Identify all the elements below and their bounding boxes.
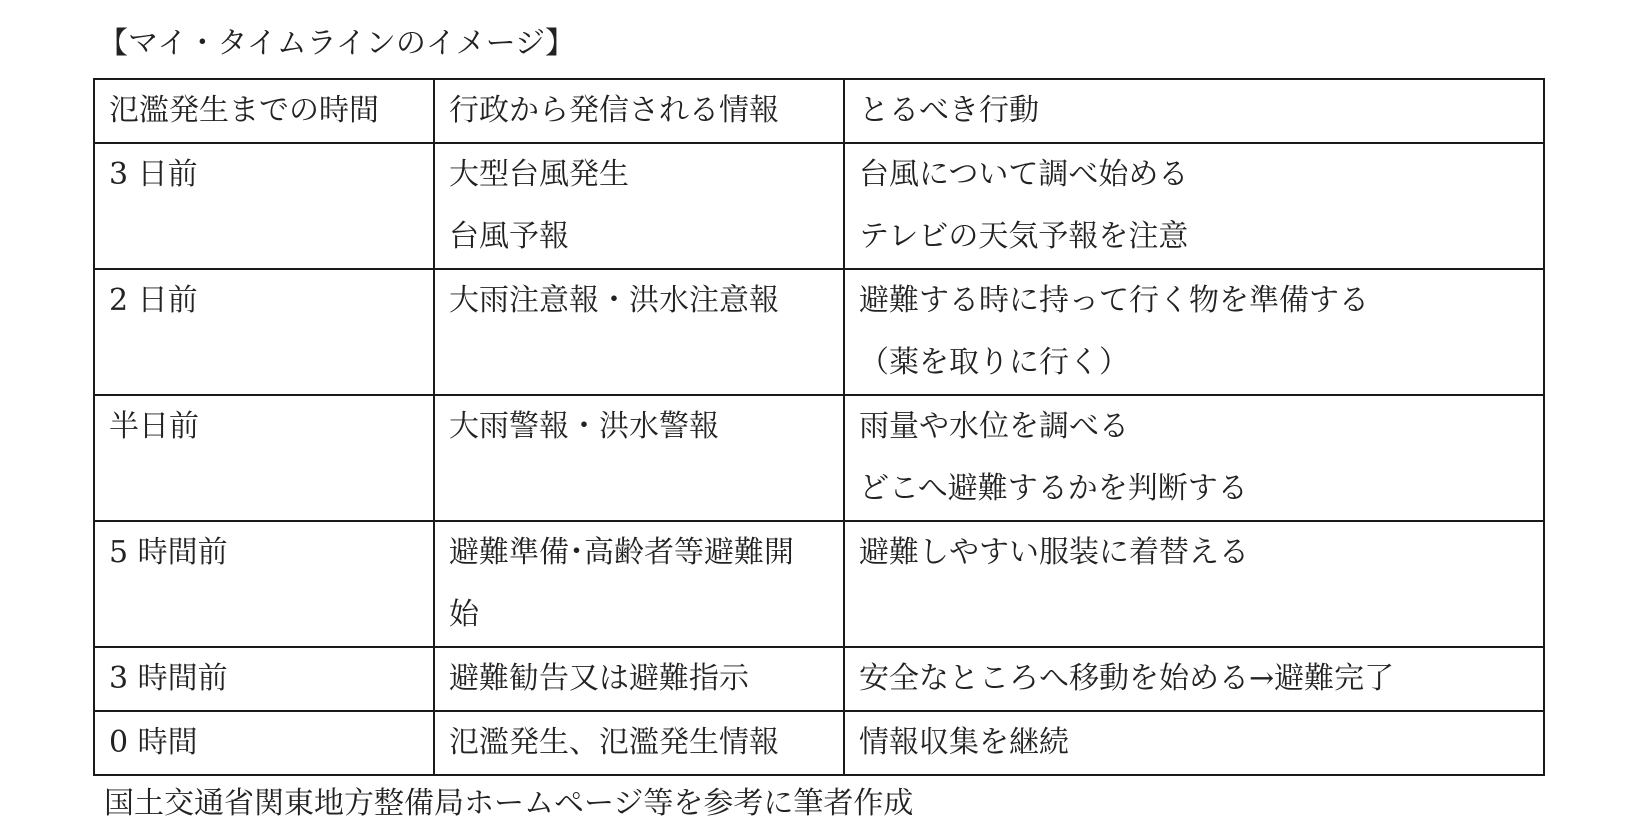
- header-action-label: とるべき行動: [859, 93, 1039, 128]
- timeline-table: [93, 78, 1545, 776]
- time-cell: [94, 647, 434, 711]
- header-cell-info: [434, 79, 844, 143]
- time-text: 0 時間: [109, 725, 198, 760]
- source-note: 国土交通省関東地方整備局ホームページ等を参考に筆者作成: [104, 786, 914, 821]
- action-cell: [844, 143, 1544, 269]
- time-cell: [94, 269, 434, 395]
- info-cell: [434, 711, 844, 775]
- info-text: 台風予報: [449, 219, 569, 254]
- table-row: [94, 395, 1544, 521]
- info-cell: [434, 143, 844, 269]
- info-text: 避難勧告又は避難指示: [449, 661, 749, 696]
- time-text: 3 時間前: [109, 661, 228, 696]
- time-cell: [94, 521, 434, 647]
- info-cell: [434, 395, 844, 521]
- action-text: 台風について調べ始める: [859, 157, 1189, 192]
- action-cell: [844, 521, 1544, 647]
- info-text: 氾濫発生、氾濫発生情報: [449, 725, 779, 760]
- header-info-label: 行政から発信される情報: [449, 93, 779, 128]
- table-row: [94, 711, 1544, 775]
- action-text: 情報収集を継続: [859, 725, 1069, 760]
- time-text: 2 日前: [109, 283, 198, 318]
- info-text: 大雨注意報・洪水注意報: [449, 283, 779, 318]
- table-row: [94, 521, 1544, 647]
- info-cell: [434, 647, 844, 711]
- table-row: [94, 647, 1544, 711]
- table-row: [94, 143, 1544, 269]
- info-text: 大型台風発生: [449, 157, 629, 192]
- time-text: 5 時間前: [109, 535, 228, 570]
- action-cell: [844, 711, 1544, 775]
- info-cell: [434, 269, 844, 395]
- info-text: 避難準備･高齢者等避難開: [449, 535, 794, 570]
- time-text: 半日前: [109, 409, 199, 444]
- time-text: 3 日前: [109, 157, 198, 192]
- action-text: テレビの天気予報を注意: [859, 219, 1189, 254]
- time-cell: [94, 395, 434, 521]
- action-cell: [844, 647, 1544, 711]
- time-cell: [94, 711, 434, 775]
- header-cell-time: [94, 79, 434, 143]
- action-text: 避難しやすい服装に着替える: [859, 535, 1249, 570]
- page-title: 【マイ・タイムラインのイメージ】: [98, 26, 575, 61]
- table-header-row: [94, 79, 1544, 143]
- action-text: 避難する時に持って行く物を準備する: [859, 283, 1369, 318]
- info-text: 大雨警報・洪水警報: [449, 409, 719, 444]
- header-time-label: 氾濫発生までの時間: [109, 93, 379, 128]
- action-text: どこへ避難するかを判断する: [859, 471, 1248, 506]
- table-row: [94, 269, 1544, 395]
- info-cell: [434, 521, 844, 647]
- info-text: 始: [449, 597, 479, 632]
- action-cell: [844, 395, 1544, 521]
- action-cell: [844, 269, 1544, 395]
- action-text: 安全なところへ移動を始める→避難完了: [859, 661, 1395, 696]
- action-text: （薬を取りに行く）: [859, 345, 1129, 380]
- header-cell-action: [844, 79, 1544, 143]
- time-cell: [94, 143, 434, 269]
- action-text: 雨量や水位を調べる: [859, 409, 1129, 444]
